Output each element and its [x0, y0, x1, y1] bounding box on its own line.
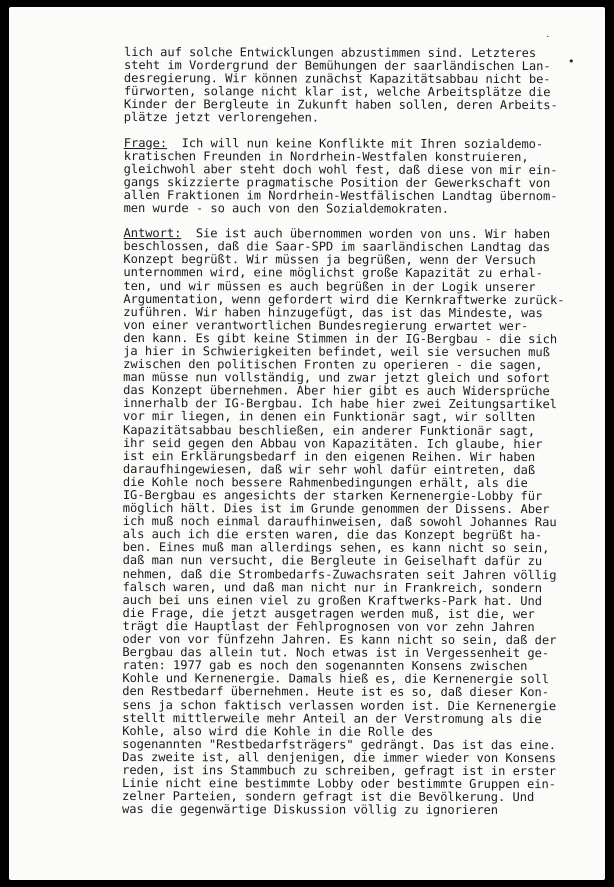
line-text: auch bei uns einen viel zu großen Kraftwerks-Park hat. Und: [122, 592, 542, 608]
line-text: zwischen den politischen Fronten zu operieren - die sagen,: [123, 357, 543, 373]
line-text: kratischen Freunden in Nordrhein-Westfalen konstruieren,: [123, 148, 529, 164]
line-text: Das zweite ist, all denjenigen, die immer wieder von Konsens: [122, 749, 557, 766]
line-text: als auch ich die ersten waren, die das Konzept begrüßt ha-: [122, 527, 543, 543]
line-text: die Frage, die jetzt ausgetragen werden muß, ist die, wer: [122, 605, 535, 621]
paragraph: [122, 227, 574, 817]
text-line: [124, 111, 574, 125]
line-text: unternommen wird, eine möglichst große Kapazität zu erhal-: [123, 265, 543, 281]
line-text: zelner Parteien, sondern gefragt ist die Bevölkerung. Und: [122, 789, 535, 805]
line-text: allen Fraktionen im Nordrhein-Westfälischen Landtag übernom-: [123, 187, 558, 204]
paragraph: [124, 46, 574, 126]
line-text: was die gegenwärtige Diskussion völlig zu ignorieren: [121, 802, 499, 818]
text-line: [122, 803, 572, 817]
line-text: man müsse nun vollständig, und zwar jetzt gleich und sofort: [123, 370, 550, 386]
line-text: ben. Eines muß man allerdings sehen, es kann nicht so sein,: [122, 540, 550, 556]
line-text: Kinder der Bergleute in Zukunft haben sollen, deren Arbeits-: [123, 97, 558, 113]
line-text: daraufhingewiesen, daß wir sehr wohl dafür eintreten, daß: [122, 461, 536, 477]
line-text: gleichwohl aber steht doch wohl fest, daß diese von mir ein-: [123, 161, 558, 177]
line-text: ist ein Erklärungsbedarf in den eigenen Reihen. Wir haben: [122, 448, 536, 464]
text-line: [124, 202, 574, 216]
speaker-label: Antwort:: [123, 226, 182, 241]
line-text: oder von vor fünfzehn Jahren. Es kann nicht so sein, daß der: [122, 632, 557, 648]
line-text: ja hier in Schwierigkeiten befindet, weil sie versuchen muß: [123, 343, 550, 360]
line-text: falsch waren, und daß man nicht nur in Frankreich, sondern: [122, 579, 543, 595]
line-text: Konzept begrüßt. Wir müssen ja begrüßen, wenn der Versuch: [123, 252, 536, 268]
line-text: lich auf solche Entwicklungen abzustimmen sind. Letzteres: [123, 45, 537, 61]
line-text: vor mir liegen, in denen ein Funktionär sagt, wir sollten: [123, 409, 536, 425]
paragraph: [124, 137, 574, 217]
line-text: die Kohle noch bessere Rahmenbedingungen erhält, als die: [122, 474, 528, 490]
line-text: beschlossen, daß die Saar-SPD im saarländischen Landtag das: [123, 239, 551, 255]
line-text: zuführen. Wir haben hinzugefügt, das ist das Mindeste, was: [123, 304, 543, 320]
line-text: Bergbau das allein tut. Noch etwas ist in Vergessenheit ge-: [122, 645, 550, 661]
line-text: gangs skizzierte pragmatische Position der Gewerkschaft von: [123, 174, 551, 190]
line-text: desregierung. Wir können zunächst Kapazitätsabbau nicht be-: [123, 71, 551, 87]
line-text: innerhalb der IG-Bergbau. Ich habe hier zwei Zeitungsartikel: [123, 396, 557, 412]
line-text: sogenannten "Restbedarfsträgers" gedrängt. Das ist das eine.: [122, 736, 557, 752]
margin-mark: ˙: [545, 34, 551, 47]
line-text: steht im Vordergrund der Bemühungen der saarländischen Lan-: [123, 58, 551, 74]
speaker-label: Frage:: [123, 135, 168, 150]
line-text: ihr seid gegen den Abbau von Kapazitäten. Ich glaube, hier: [122, 435, 543, 451]
line-text: Kapazitätsabbau beschließen, ein anderer Funktionär sagt,: [122, 422, 536, 438]
line-text: IG-Bergbau es angesichts der starken Kernenergie-Lobby für: [122, 487, 543, 504]
line-text: das Konzept übernehmen. Aber hier gibt es auch Widersprüche: [123, 383, 550, 399]
line-text: von einer verantwortlichen Bundesregierung erwartet wer-: [123, 317, 529, 333]
line-text: sens ja schon faktisch verlassen worden ist. Die Kernenergie: [122, 697, 557, 713]
line-text: ten, und wir müssen es auch begrüßen in der Logik unserer: [123, 278, 536, 294]
line-text: möglich hält. Dies ist im Grunde genommen der Dissens. Aber: [122, 501, 550, 517]
line-text: nehmen, daß die Strombedarfs-Zuwachsraten seit Jahren völlig: [122, 566, 557, 582]
line-text: den Restbedarf übernehmen. Heute ist es so, daß dieser Kon-: [122, 684, 549, 700]
line-text: daß man nun versucht, die Bergleute in Geiselhaft dafür zu: [122, 553, 543, 569]
line-text: men wurde - so auch von den Sozialdemokraten.: [123, 201, 449, 216]
line-text: Kohle, also wird die Kohle in die Rolle des: [122, 723, 434, 739]
line-text: Ich will nun keine Konflikte mit Ihren sozialdemo-: [167, 135, 544, 151]
line-text: Linie nicht eine bestimmte Lobby oder bestimmte Gruppen ein-: [122, 776, 556, 792]
line-text: stellt mittlerweile mehr Anteil an der Verstromung als die: [122, 710, 542, 726]
line-text: fürworten, solange nicht klar ist, welche Arbeitsplätze die: [123, 84, 551, 100]
line-text: Sie ist auch übernommen worden von uns. Wir haben: [181, 226, 551, 242]
line-text: raten: 1977 gab es noch den sogenannten Konsens zwischen: [122, 658, 528, 674]
line-text: reden, ist ins Stammbuch zu schreiben, gefragt ist in erster: [122, 762, 556, 779]
line-text: trägt die Hauptlast der Fehlprognosen von vor zehn Jahren: [122, 618, 535, 635]
line-text: plätze jetzt verlorengehen.: [123, 110, 320, 125]
line-text: Argumentation, wenn gefordert wird die Kernkraftwerke zurück-: [123, 291, 565, 307]
line-text: ich muß noch einmal daraufhinweisen, daß sowohl Johannes Rau: [122, 514, 557, 530]
margin-mark: •: [568, 55, 575, 68]
line-text: Kohle und Kernenergie. Damals hieß es, die Kernenergie soll: [122, 671, 550, 687]
line-text: den kann. Es gibt keine Stimmen in der IG-Bergbau - die sich: [123, 330, 558, 347]
document-text: [122, 46, 574, 818]
